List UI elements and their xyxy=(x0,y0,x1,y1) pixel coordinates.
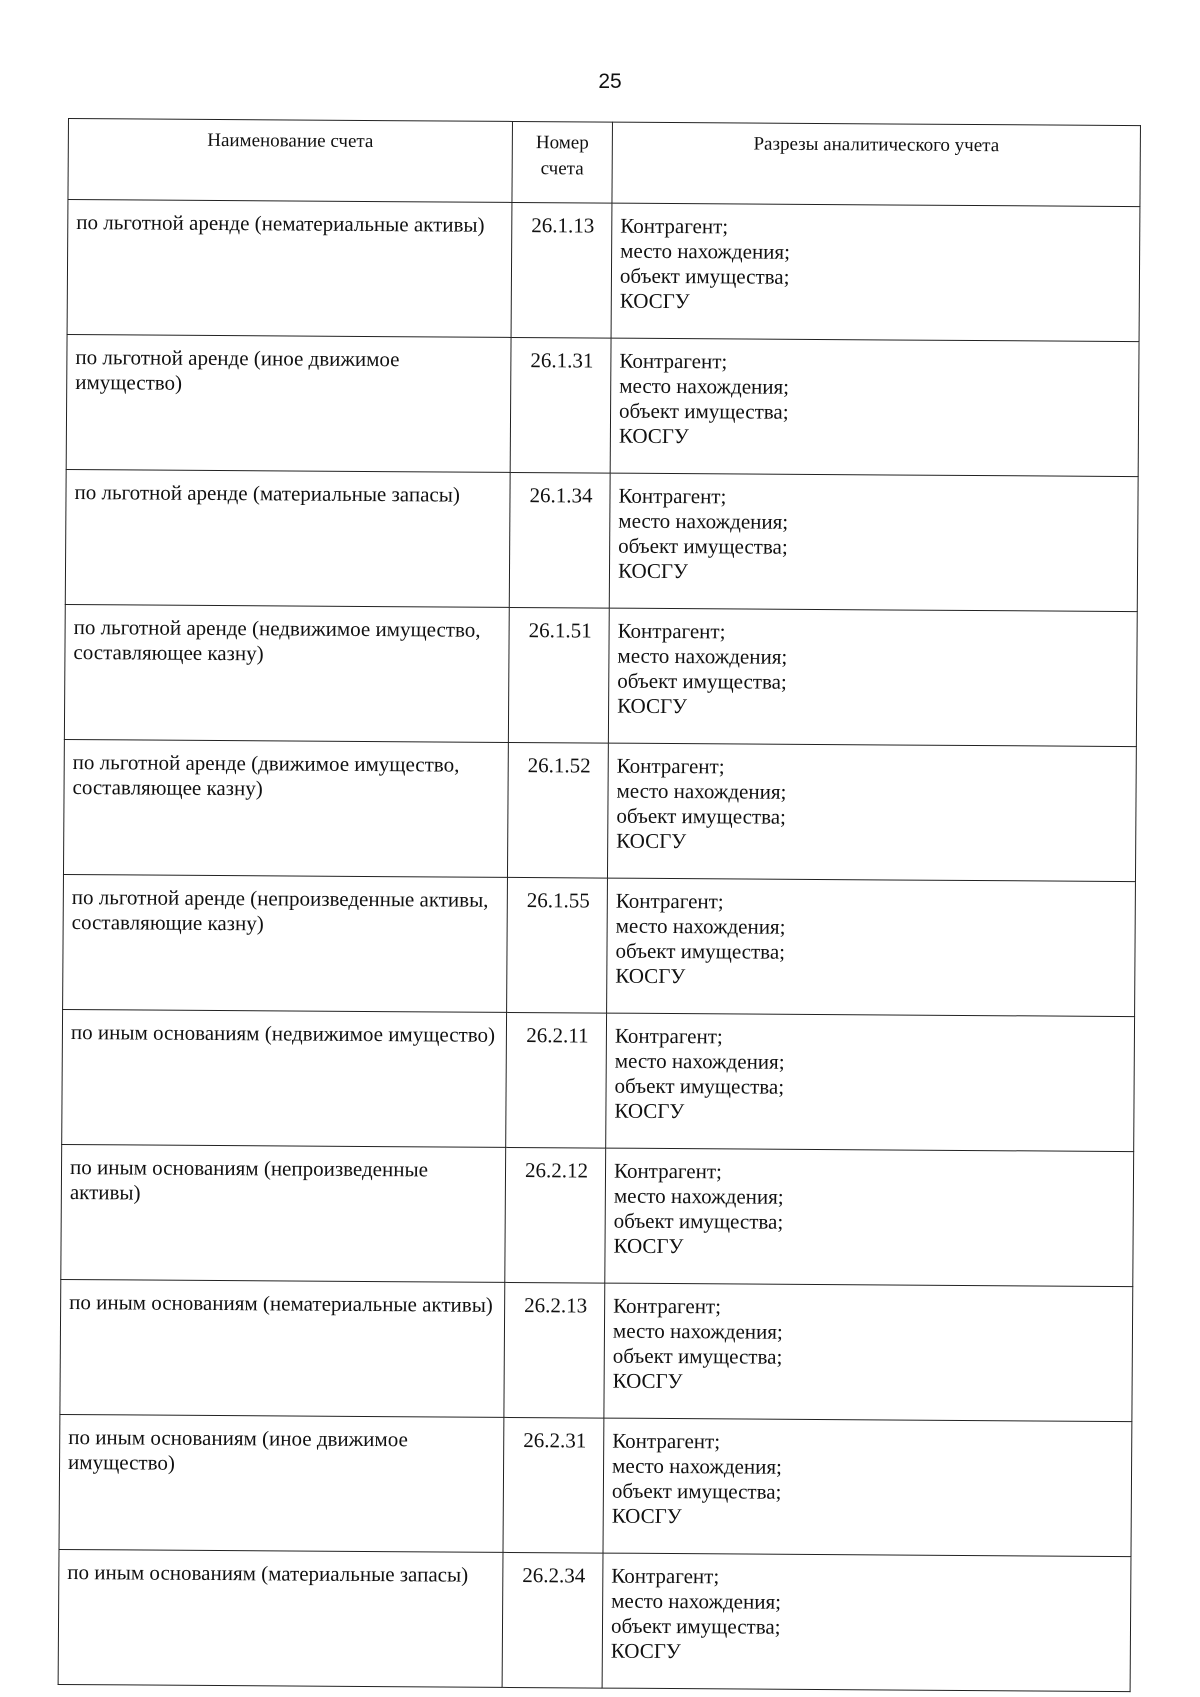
account-number: 26.1.55 xyxy=(507,877,608,1013)
analytics-line: место нахождения; xyxy=(619,373,790,399)
analytics-line: Контрагент; xyxy=(619,348,728,374)
table-row xyxy=(65,469,1138,611)
table-row xyxy=(63,739,1136,881)
analytics-line: объект имущества; xyxy=(616,803,786,829)
account-name: по льготной аренде (иное движимое имущество) xyxy=(66,334,511,472)
account-number: 26.2.31 xyxy=(503,1417,604,1553)
analytics-line: объект имущества; xyxy=(610,1613,781,1639)
account-number: 26.1.52 xyxy=(507,742,608,878)
analytics-line: КОСГУ xyxy=(610,1638,681,1664)
account-name: по льготной аренде (движимое имущество, составляющее казну) xyxy=(63,739,508,877)
analytics-line: Контрагент; xyxy=(616,753,725,779)
accounts-table xyxy=(58,118,1141,1692)
analytics-line: Контрагент; xyxy=(613,1293,722,1319)
table-header xyxy=(68,119,1141,207)
account-name: по льготной аренде (непроизведенные активы, составляющие казну) xyxy=(63,874,508,1012)
analytics-cell xyxy=(604,1283,1133,1421)
table-row xyxy=(62,1009,1135,1151)
table-row xyxy=(67,200,1140,342)
header-row xyxy=(68,119,1141,207)
account-name: по иным основаниям (непроизведенные активы) xyxy=(61,1144,506,1282)
analytics-line: КОСГУ xyxy=(615,963,686,989)
account-name: по льготной аренде (нематериальные активы) xyxy=(67,200,512,338)
table-body xyxy=(58,200,1140,1692)
analytics-line: КОСГУ xyxy=(611,1503,682,1529)
account-name: по иным основаниям (недвижимое имущество) xyxy=(62,1009,507,1147)
analytics-line: Контрагент; xyxy=(614,1023,723,1049)
analytics-line: КОСГУ xyxy=(617,558,689,584)
account-number: 26.2.13 xyxy=(504,1282,605,1418)
analytics-line: место нахождения; xyxy=(611,1588,782,1614)
analytics-line: КОСГУ xyxy=(614,1098,685,1124)
analytics-line: место нахождения; xyxy=(617,643,788,669)
analytics-line: объект имущества; xyxy=(611,1478,782,1504)
analytics-line: Контрагент; xyxy=(620,213,729,239)
account-name: по иным основаниям (иное движимое имущество) xyxy=(59,1414,504,1552)
account-number: 26.2.34 xyxy=(502,1552,603,1688)
table-row xyxy=(61,1144,1134,1286)
account-name: по иным основаниям (материальные запасы) xyxy=(58,1549,503,1687)
analytics-cell xyxy=(605,1148,1134,1286)
analytics-line: место нахождения; xyxy=(615,913,786,939)
analytics-line: объект имущества; xyxy=(618,398,789,424)
analytics-line: КОСГУ xyxy=(612,1368,683,1394)
analytics-cell xyxy=(611,203,1140,341)
analytics-line: Контрагент; xyxy=(615,888,724,914)
account-number: 26.2.12 xyxy=(505,1147,606,1283)
analytics-line: КОСГУ xyxy=(616,828,687,854)
analytics-line: Контрагент; xyxy=(612,1428,721,1454)
analytics-cell xyxy=(610,338,1139,476)
account-number: 26.1.31 xyxy=(510,337,611,473)
analytics-line: место нахождения; xyxy=(614,1048,785,1074)
analytics-line: место нахождения; xyxy=(616,778,787,804)
account-number: 26.1.51 xyxy=(508,607,609,743)
analytics-cell xyxy=(602,1553,1131,1691)
analytics-cell xyxy=(607,878,1136,1016)
analytics-cell xyxy=(608,608,1137,746)
analytics-line: объект имущества; xyxy=(612,1343,783,1369)
account-number: 26.2.11 xyxy=(506,1012,607,1148)
analytics-cell xyxy=(603,1418,1132,1556)
analytics-line: место нахождения; xyxy=(618,508,789,534)
header-name: Наименование счета xyxy=(68,119,513,203)
analytics-cell xyxy=(607,743,1136,881)
account-number: 26.1.13 xyxy=(511,202,612,338)
analytics-line: КОСГУ xyxy=(618,423,689,449)
analytics-cell xyxy=(606,1013,1135,1151)
analytics-line: Контрагент; xyxy=(617,618,726,644)
header-number xyxy=(512,121,613,203)
account-name: по льготной аренде (недвижимое имущество, составляющее казну) xyxy=(64,604,509,742)
header-analytics: Разрезы аналитического учета xyxy=(612,122,1141,207)
analytics-line: место нахождения; xyxy=(611,1453,782,1479)
analytics-line: объект имущества; xyxy=(615,938,786,964)
analytics-line: объект имущества; xyxy=(619,263,790,289)
table-row xyxy=(66,334,1139,476)
table-row xyxy=(63,874,1136,1016)
analytics-line: КОСГУ xyxy=(617,693,688,719)
page-number: 25 xyxy=(598,70,622,93)
account-name: по льготной аренде (материальные запасы) xyxy=(65,469,510,607)
analytics-line: объект имущества; xyxy=(617,668,787,694)
analytics-line: объект имущества; xyxy=(614,1073,785,1099)
table-row xyxy=(60,1279,1133,1421)
header-number-line1: Номер xyxy=(535,132,589,154)
analytics-line: Контрагент; xyxy=(611,1563,720,1589)
analytics-line: место нахождения; xyxy=(613,1183,784,1209)
account-name: по иным основаниям (нематериальные активы) xyxy=(60,1279,505,1417)
analytics-line: объект имущества; xyxy=(618,533,788,559)
analytics-line: место нахождения; xyxy=(612,1318,783,1344)
table-row xyxy=(58,1549,1131,1691)
analytics-line: объект имущества; xyxy=(613,1208,784,1234)
table-row xyxy=(59,1414,1132,1556)
analytics-line: Контрагент; xyxy=(618,483,727,509)
header-number-line2: счета xyxy=(540,158,584,180)
analytics-line: КОСГУ xyxy=(619,288,690,314)
analytics-line: Контрагент; xyxy=(613,1158,722,1184)
analytics-line: место нахождения; xyxy=(620,238,791,264)
analytics-cell xyxy=(609,473,1138,611)
account-number: 26.1.34 xyxy=(509,472,610,608)
analytics-line: КОСГУ xyxy=(613,1233,684,1259)
table-row xyxy=(64,604,1137,746)
